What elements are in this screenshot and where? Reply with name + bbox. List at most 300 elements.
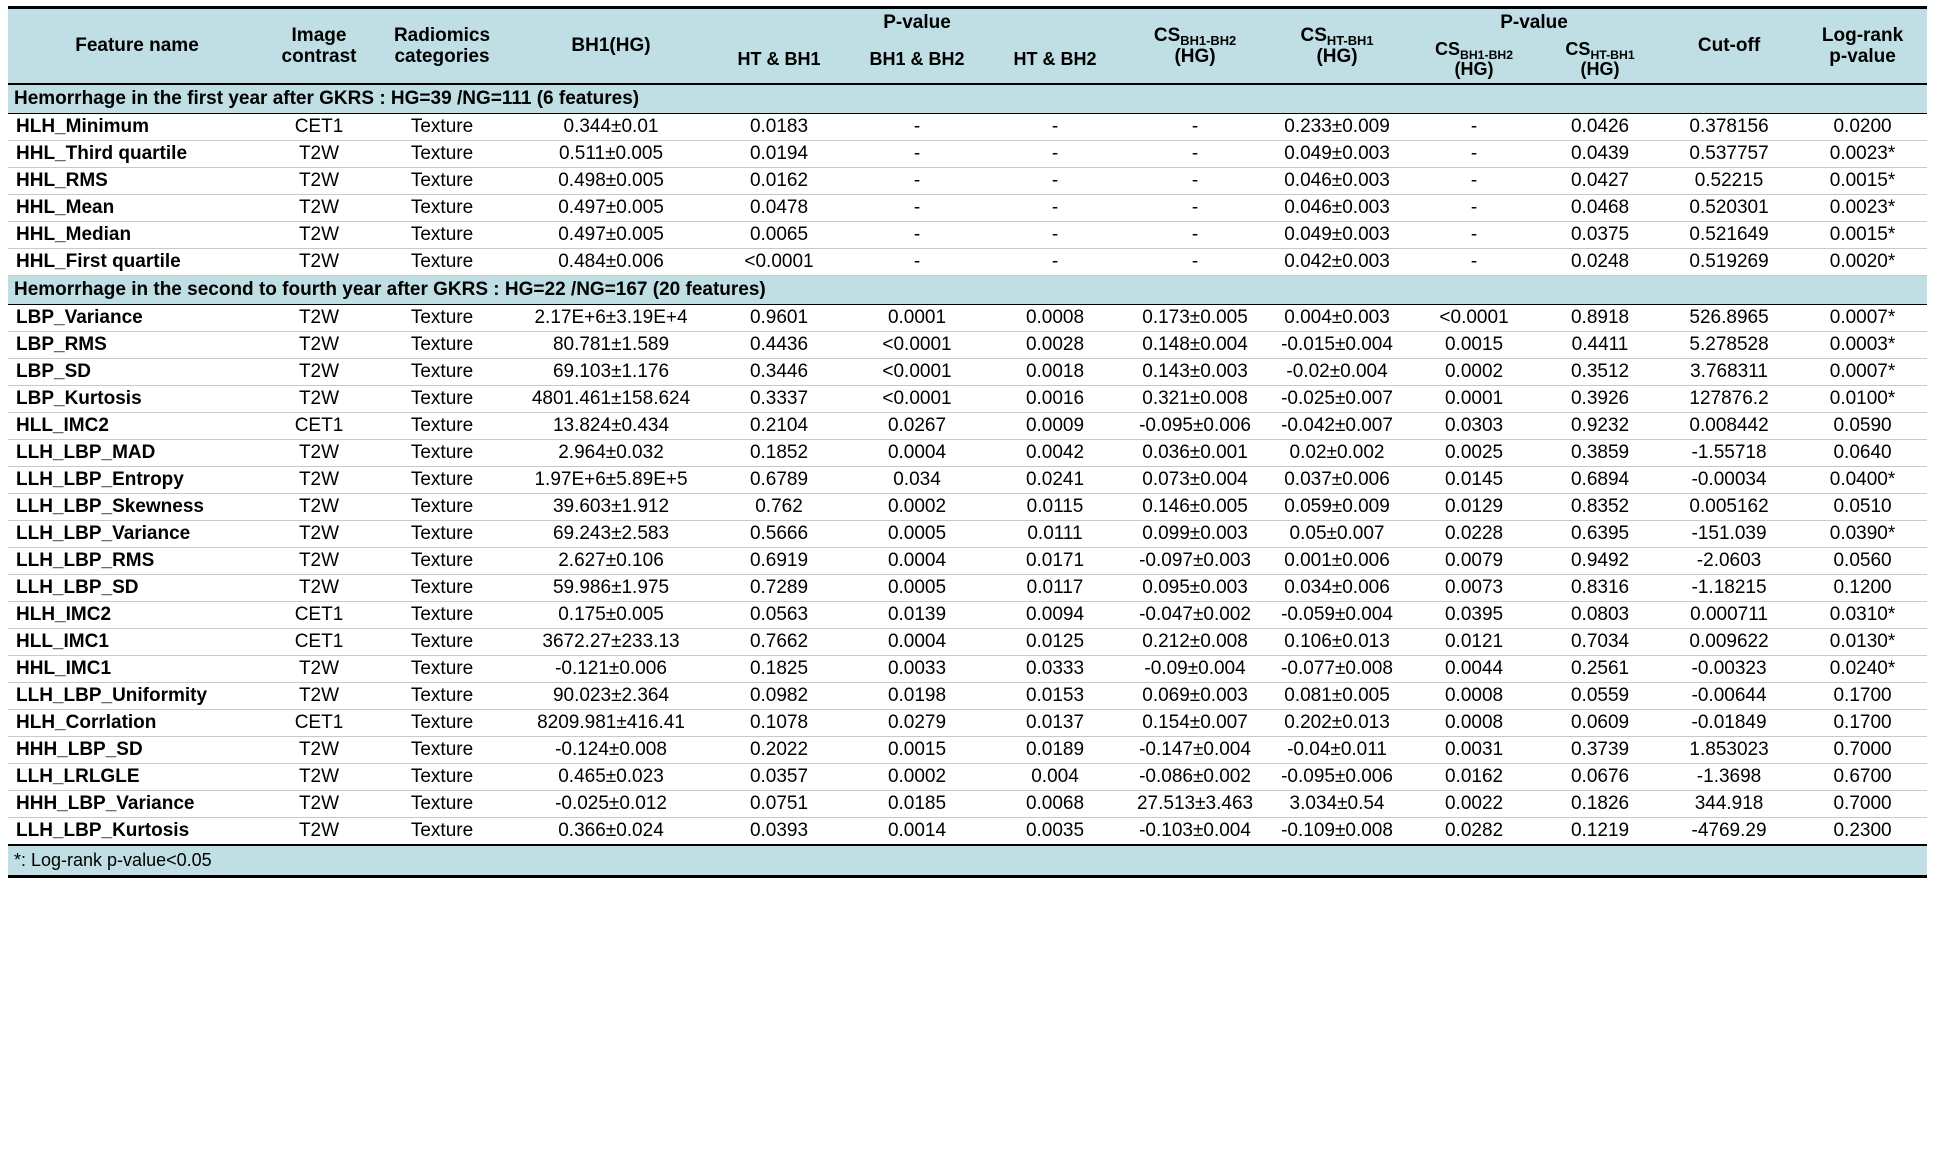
cell-value: 0.0393 [749, 819, 809, 841]
cell-value: 0.173±0.005 [1124, 304, 1266, 331]
cell-value: -0.09±0.004 [1124, 655, 1266, 682]
cell-value: <0.0001 [1408, 304, 1540, 331]
cell-value: 0.049±0.003 [1266, 221, 1408, 248]
cell-value: 0.009622 [1660, 628, 1798, 655]
cell-value: 0.2104 [710, 412, 848, 439]
cell-value: -0.00323 [1660, 655, 1798, 682]
cell-value: 0.0031 [1408, 736, 1540, 763]
cell-feature-name: HHL_Mean [8, 194, 266, 221]
cell-value: T2W [266, 790, 372, 817]
cell-value: 0.0676 [1540, 763, 1660, 790]
table-row [8, 140, 1927, 167]
cell-value: 0.0145 [1408, 466, 1540, 493]
cell-value: 0.465±0.023 [512, 763, 710, 790]
cell-value: -0.015±0.004 [1266, 331, 1408, 358]
table-row [8, 113, 1927, 140]
cell-value: 0.0015* [1798, 167, 1927, 194]
col-ht-bh1: HT & BH1 [710, 36, 848, 83]
cell-value: 0.0183 [710, 113, 848, 140]
cell-value: 0.3926 [1540, 385, 1660, 412]
cell-value: 13.824±0.434 [512, 412, 710, 439]
cell-value: 0.1826 [1540, 790, 1660, 817]
cell-value: 0.0001 [1408, 385, 1540, 412]
cell-value: -2.0603 [1660, 547, 1798, 574]
cell-value: 80.781±1.589 [512, 331, 710, 358]
col-cutoff: Cut-off [1660, 8, 1798, 84]
cell-value: Texture [372, 412, 512, 439]
cell-value: 127876.2 [1660, 385, 1798, 412]
cell-value: 0.0015 [848, 736, 986, 763]
cell-value: 2.627±0.106 [512, 547, 710, 574]
cell-value: 0.8918 [1540, 304, 1660, 331]
cell-value: Texture [372, 167, 512, 194]
table-row [8, 763, 1927, 790]
cell-value: 0.059±0.009 [1266, 493, 1408, 520]
cell-value: 0.6789 [710, 466, 848, 493]
radiomics-features-table [8, 6, 1927, 878]
cell-feature-name: HLL_IMC2 [8, 412, 266, 439]
table-row [8, 304, 1927, 331]
cell-feature-name: LLH_LBP_Variance [8, 520, 266, 547]
cell-value: -0.00644 [1660, 682, 1798, 709]
cell-value: Texture [372, 331, 512, 358]
cell-value: 0.2022 [710, 736, 848, 763]
cell-value: 90.023±2.364 [512, 682, 710, 709]
cell-feature-name: HHL_Third quartile [8, 140, 266, 167]
cell-value: 0.0121 [1408, 628, 1540, 655]
cell-value: T2W [266, 520, 372, 547]
cell-value: 0.0303 [1408, 412, 1540, 439]
footnote-row [8, 845, 1927, 877]
col-p-cs-bh1-bh2-hg: $CS_{BH1-BH2}$ (HG) [1408, 36, 1540, 83]
cell-value: -0.121±0.006 [512, 655, 710, 682]
table-row [8, 601, 1927, 628]
cell-value: T2W [266, 248, 372, 275]
cell-value: - [1124, 167, 1266, 194]
cell-feature-name: LLH_LBP_MAD [8, 439, 266, 466]
cell-value: T2W [266, 385, 372, 412]
cell-value: 0.042±0.003 [1266, 248, 1408, 275]
cell-value: 0.366±0.024 [558, 819, 664, 841]
cell-value: -0.124±0.008 [512, 736, 710, 763]
cell-value: -0.025±0.007 [1266, 385, 1408, 412]
cell-value: 0.0400* [1798, 466, 1927, 493]
cell-value: 0.3859 [1540, 439, 1660, 466]
cell-feature-name: LLH_LRLGLE [8, 763, 266, 790]
table-row [8, 358, 1927, 385]
cell-value: 0.0023* [1798, 140, 1927, 167]
cell-value: 0.0008 [986, 304, 1124, 331]
section-title: Hemorrhage in the second to fourth year after GKRS : HG=22 /NG=167 (20 features) [8, 275, 1927, 304]
cell-value: 0.0004 [848, 439, 986, 466]
cell-value: 0.0042 [986, 439, 1124, 466]
cell-value: 0.005162 [1660, 493, 1798, 520]
cell-value: 0.0014 [887, 819, 947, 841]
table-row [8, 466, 1927, 493]
cell-value: T2W [266, 466, 372, 493]
cell-value: 0.148±0.004 [1124, 331, 1266, 358]
cell-value: 0.3739 [1540, 736, 1660, 763]
cell-value: Texture [372, 221, 512, 248]
col-image-contrast: Image contrast [266, 8, 372, 84]
cell-value: 0.004 [986, 763, 1124, 790]
cell-value: - [986, 167, 1124, 194]
cell-value: Texture [372, 385, 512, 412]
table-header [8, 8, 1927, 84]
cell-value: -1.55718 [1660, 439, 1798, 466]
cell-value: 0.037±0.006 [1266, 466, 1408, 493]
cell-value: Texture [372, 493, 512, 520]
cell-value: 0.0065 [710, 221, 848, 248]
table-footer [8, 845, 1927, 877]
cell-value: 0.378156 [1660, 113, 1798, 140]
cell-value: 0.1200 [1798, 574, 1927, 601]
cell-value: 0.0194 [710, 140, 848, 167]
cell-value: 0.0023* [1798, 194, 1927, 221]
cell-value: Texture [372, 763, 512, 790]
cell-value: 0.0510 [1798, 493, 1927, 520]
cell-value: 0.0375 [1540, 221, 1660, 248]
cell-value: <0.0001 [848, 358, 986, 385]
cell-value: 0.073±0.004 [1124, 466, 1266, 493]
cell-value: 0.7000 [1798, 736, 1927, 763]
cell-value: 0.049±0.003 [1266, 140, 1408, 167]
cell-value: 0.0478 [710, 194, 848, 221]
table-row [8, 167, 1927, 194]
section-title: Hemorrhage in the first year after GKRS : HG=39 /NG=111 (6 features) [8, 84, 1927, 114]
cell-value: 0.05±0.007 [1266, 520, 1408, 547]
cell-value: - [1124, 140, 1266, 167]
cell-value: T2W [266, 655, 372, 682]
col-cs-bh1-bh2-hg: $CS_{BH1-BH2}$ (HG) [1124, 8, 1266, 84]
cell-value: 39.603±1.912 [512, 493, 710, 520]
cell-value: 344.918 [1660, 790, 1798, 817]
cell-value: 0.0115 [986, 493, 1124, 520]
cell-value: Texture [410, 819, 474, 841]
cell-value: 0.0025 [1408, 439, 1540, 466]
table-row [8, 628, 1927, 655]
cell-value: 0.0002 [848, 493, 986, 520]
cell-value: 3.768311 [1660, 358, 1798, 385]
cell-value: 0.0153 [986, 682, 1124, 709]
table-row [8, 736, 1927, 763]
cell-value: 0.0171 [986, 547, 1124, 574]
cell-value: 0.0751 [710, 790, 848, 817]
cell-value: 0.7289 [710, 574, 848, 601]
cell-value: -4769.29 [1691, 819, 1767, 841]
cell-value: 0.0020* [1798, 248, 1927, 275]
cell-value: 0.521649 [1660, 221, 1798, 248]
cell-value: <0.0001 [848, 331, 986, 358]
cell-feature-name: LLH_LBP_Entropy [8, 466, 266, 493]
cell-value: -1.3698 [1660, 763, 1798, 790]
cell-value: 0.0016 [986, 385, 1124, 412]
cell-value: 0.0022 [1408, 790, 1540, 817]
cell-feature-name: HHL_IMC1 [8, 655, 266, 682]
cell-value: 0.9601 [710, 304, 848, 331]
footnote-text: *: Log-rank p-value<0.05 [8, 845, 1927, 877]
cell-value: -0.04±0.011 [1266, 736, 1408, 763]
cell-feature-name: HHL_First quartile [8, 248, 266, 275]
cell-value: T2W [266, 167, 372, 194]
cell-value: Texture [372, 655, 512, 682]
table-row [8, 412, 1927, 439]
cell-value: 0.0982 [710, 682, 848, 709]
cell-value: 0.0609 [1540, 709, 1660, 736]
header-row-top [8, 8, 1927, 37]
cell-feature-name: HLH_IMC2 [8, 601, 266, 628]
table-row [8, 194, 1927, 221]
cell-value: 0.520301 [1660, 194, 1798, 221]
cell-value: 0.0008 [1408, 682, 1540, 709]
cell-value: 0.0240* [1798, 655, 1927, 682]
cell-value: 0.0094 [986, 601, 1124, 628]
cell-value: - [1124, 221, 1266, 248]
cell-value: 0.3512 [1540, 358, 1660, 385]
cell-value: 0.0028 [986, 331, 1124, 358]
cell-value: 0.484±0.006 [512, 248, 710, 275]
cell-value: 0.143±0.003 [1124, 358, 1266, 385]
cell-value: Texture [372, 304, 512, 331]
cell-value: 0.6919 [710, 547, 848, 574]
col-bh1-bh2: BH1 & BH2 [848, 36, 986, 83]
table-row [8, 547, 1927, 574]
cell-value: 0.2300 [1833, 819, 1892, 841]
table-row [8, 790, 1927, 817]
cell-value: -0.095±0.006 [1124, 412, 1266, 439]
cell-value: 0.0111 [986, 520, 1124, 547]
cell-value: 0.6700 [1798, 763, 1927, 790]
cell-value: 0.498±0.005 [512, 167, 710, 194]
cell-value: 0.537757 [1660, 140, 1798, 167]
cell-value: 27.513±3.463 [1124, 790, 1266, 817]
cell-value: - [1408, 113, 1540, 140]
cell-value: CET1 [266, 601, 372, 628]
cell-feature-name: HLL_IMC1 [8, 628, 266, 655]
cell-value: 0.0198 [848, 682, 986, 709]
cell-value: 0.6894 [1540, 466, 1660, 493]
cell-feature-name: LLH_LBP_Skewness [8, 493, 266, 520]
cell-value: 0.0640 [1798, 439, 1927, 466]
cell-value: 0.095±0.003 [1124, 574, 1266, 601]
cell-value: 69.243±2.583 [512, 520, 710, 547]
cell-value: 0.511±0.005 [512, 140, 710, 167]
table-row [8, 709, 1927, 736]
cell-value: 0.0310* [1798, 601, 1927, 628]
cell-value: 4801.461±158.624 [512, 385, 710, 412]
cell-feature-name: LLH_LBP_Kurtosis [16, 819, 190, 841]
cell-value: 1.853023 [1660, 736, 1798, 763]
cell-value: 1.97E+6±5.89E+5 [512, 466, 710, 493]
cell-value: T2W [266, 358, 372, 385]
cell-value: 0.1825 [710, 655, 848, 682]
cell-value: -0.00034 [1660, 466, 1798, 493]
cell-value: 0.2561 [1540, 655, 1660, 682]
cell-value: 0.0282 [1444, 819, 1504, 841]
cell-value: Texture [372, 547, 512, 574]
table-row [8, 682, 1927, 709]
cell-value: 0.1219 [1570, 819, 1630, 841]
col-pvalue-group-1: P-value [710, 8, 1124, 37]
cell-value: 0.202±0.013 [1266, 709, 1408, 736]
cell-feature-name: LBP_Variance [8, 304, 266, 331]
cell-value: 0.001±0.006 [1266, 547, 1408, 574]
cell-value: -1.18215 [1660, 574, 1798, 601]
cell-value: 0.0162 [1408, 763, 1540, 790]
cell-value: 0.497±0.005 [512, 194, 710, 221]
cell-value: 0.0009 [986, 412, 1124, 439]
cell-value: 3.034±0.54 [1266, 790, 1408, 817]
cell-value: 0.321±0.008 [1124, 385, 1266, 412]
cell-value: Texture [372, 140, 512, 167]
cell-value: -151.039 [1660, 520, 1798, 547]
cell-value: Texture [372, 194, 512, 221]
cell-value: - [1408, 221, 1540, 248]
cell-value: 0.3446 [710, 358, 848, 385]
cell-value: Texture [372, 790, 512, 817]
cell-value: Texture [372, 113, 512, 140]
cell-value: - [848, 194, 986, 221]
cell-value: 0.0033 [848, 655, 986, 682]
col-feature-name: Feature name [8, 8, 266, 84]
cell-value: 0.0426 [1540, 113, 1660, 140]
cell-value: 0.5666 [710, 520, 848, 547]
cell-value: 0.0560 [1798, 547, 1927, 574]
cell-value: 0.52215 [1660, 167, 1798, 194]
col-logrank-pvalue: Log-rank p-value [1798, 8, 1927, 84]
cell-value: 0.0559 [1540, 682, 1660, 709]
cell-value: 0.0100* [1798, 385, 1927, 412]
cell-value: 0.0005 [848, 520, 986, 547]
cell-value: 0.4436 [710, 331, 848, 358]
cell-value: - [848, 248, 986, 275]
cell-value: - [1408, 194, 1540, 221]
cell-value: 0.1078 [710, 709, 848, 736]
cell-value: 0.0563 [710, 601, 848, 628]
table-row [8, 439, 1927, 466]
table-row [8, 385, 1927, 412]
cell-value: 0.0333 [986, 655, 1124, 682]
cell-value: 0.0130* [1798, 628, 1927, 655]
cell-value: - [1124, 194, 1266, 221]
cell-value: CET1 [266, 412, 372, 439]
cell-feature-name: LBP_SD [8, 358, 266, 385]
cell-value: - [1408, 167, 1540, 194]
table-row [8, 221, 1927, 248]
cell-value: 0.034 [848, 466, 986, 493]
cell-value: 0.146±0.005 [1124, 493, 1266, 520]
cell-value: -0.025±0.012 [512, 790, 710, 817]
cell-value: 0.0008 [1408, 709, 1540, 736]
cell-value: 526.8965 [1660, 304, 1798, 331]
cell-value: 2.964±0.032 [512, 439, 710, 466]
section-header-row [8, 84, 1927, 114]
cell-value: 0.0439 [1540, 140, 1660, 167]
cell-value: 0.0073 [1408, 574, 1540, 601]
cell-value: 0.1700 [1798, 682, 1927, 709]
cell-value: T2W [266, 304, 372, 331]
cell-value: 0.0241 [986, 466, 1124, 493]
cell-value: 0.0002 [1408, 358, 1540, 385]
cell-value: Texture [372, 520, 512, 547]
cell-value: -0.02±0.004 [1266, 358, 1408, 385]
cell-value: 0.0044 [1408, 655, 1540, 682]
cell-value: 59.986±1.975 [512, 574, 710, 601]
cell-value: 0.0162 [710, 167, 848, 194]
cell-feature-name: LBP_Kurtosis [8, 385, 266, 412]
cell-value: 0.046±0.003 [1266, 194, 1408, 221]
cell-value: T2W [266, 194, 372, 221]
cell-value: CET1 [266, 113, 372, 140]
cell-value: - [848, 221, 986, 248]
cell-value: 0.0357 [710, 763, 848, 790]
cell-value: Texture [372, 574, 512, 601]
cell-value: 0.0139 [848, 601, 986, 628]
cell-value: 0.069±0.003 [1124, 682, 1266, 709]
cell-value: 0.0035 [1025, 819, 1085, 841]
cell-value: Texture [372, 736, 512, 763]
col-ht-bh2: HT & BH2 [986, 36, 1124, 83]
cell-value: 0.034±0.006 [1266, 574, 1408, 601]
cell-value: 0.0590 [1798, 412, 1927, 439]
cell-value: CET1 [266, 709, 372, 736]
cell-value: 0.154±0.007 [1124, 709, 1266, 736]
cell-value: T2W [266, 493, 372, 520]
cell-value: 0.0390* [1798, 520, 1927, 547]
cell-value: 0.0200 [1798, 113, 1927, 140]
cell-value: T2W [266, 736, 372, 763]
cell-value: 0.106±0.013 [1266, 628, 1408, 655]
cell-value: 0.8352 [1540, 493, 1660, 520]
cell-value: 0.081±0.005 [1266, 682, 1408, 709]
cell-value: 0.0137 [986, 709, 1124, 736]
cell-value: 0.0015 [1408, 331, 1540, 358]
cell-value: 0.9492 [1540, 547, 1660, 574]
cell-value: CET1 [266, 628, 372, 655]
cell-value: 0.233±0.009 [1266, 113, 1408, 140]
cell-value: 0.02±0.002 [1266, 439, 1408, 466]
cell-value: 0.0007* [1798, 358, 1927, 385]
cell-value: 0.0279 [848, 709, 986, 736]
cell-value: 0.0185 [848, 790, 986, 817]
cell-value: 0.7034 [1540, 628, 1660, 655]
cell-value: 0.7662 [710, 628, 848, 655]
cell-value: 0.0248 [1540, 248, 1660, 275]
cell-value: 0.762 [710, 493, 848, 520]
cell-value: -0.095±0.006 [1266, 763, 1408, 790]
cell-value: 0.0395 [1408, 601, 1540, 628]
cell-value: T2W [266, 221, 372, 248]
cell-value: 0.0015* [1798, 221, 1927, 248]
cell-value: - [986, 140, 1124, 167]
cell-value: T2W [266, 763, 372, 790]
table-row [8, 655, 1927, 682]
cell-value: 0.0267 [848, 412, 986, 439]
table-row [8, 520, 1927, 547]
cell-value: 0.0079 [1408, 547, 1540, 574]
cell-feature-name: HHL_Median [8, 221, 266, 248]
cell-value: 0.1700 [1798, 709, 1927, 736]
cell-value: Texture [372, 709, 512, 736]
cell-value: 0.1852 [710, 439, 848, 466]
col-p-cs-ht-bh1-hg: $CS_{HT-BH1}$ (HG) [1540, 36, 1660, 83]
col-pvalue-group-2: P-value [1408, 8, 1660, 37]
cell-value: - [1124, 248, 1266, 275]
cell-value: 0.0004 [848, 547, 986, 574]
cell-feature-name: HLH_Minimum [8, 113, 266, 140]
cell-value: -0.01849 [1660, 709, 1798, 736]
cell-value: 0.0002 [848, 763, 986, 790]
